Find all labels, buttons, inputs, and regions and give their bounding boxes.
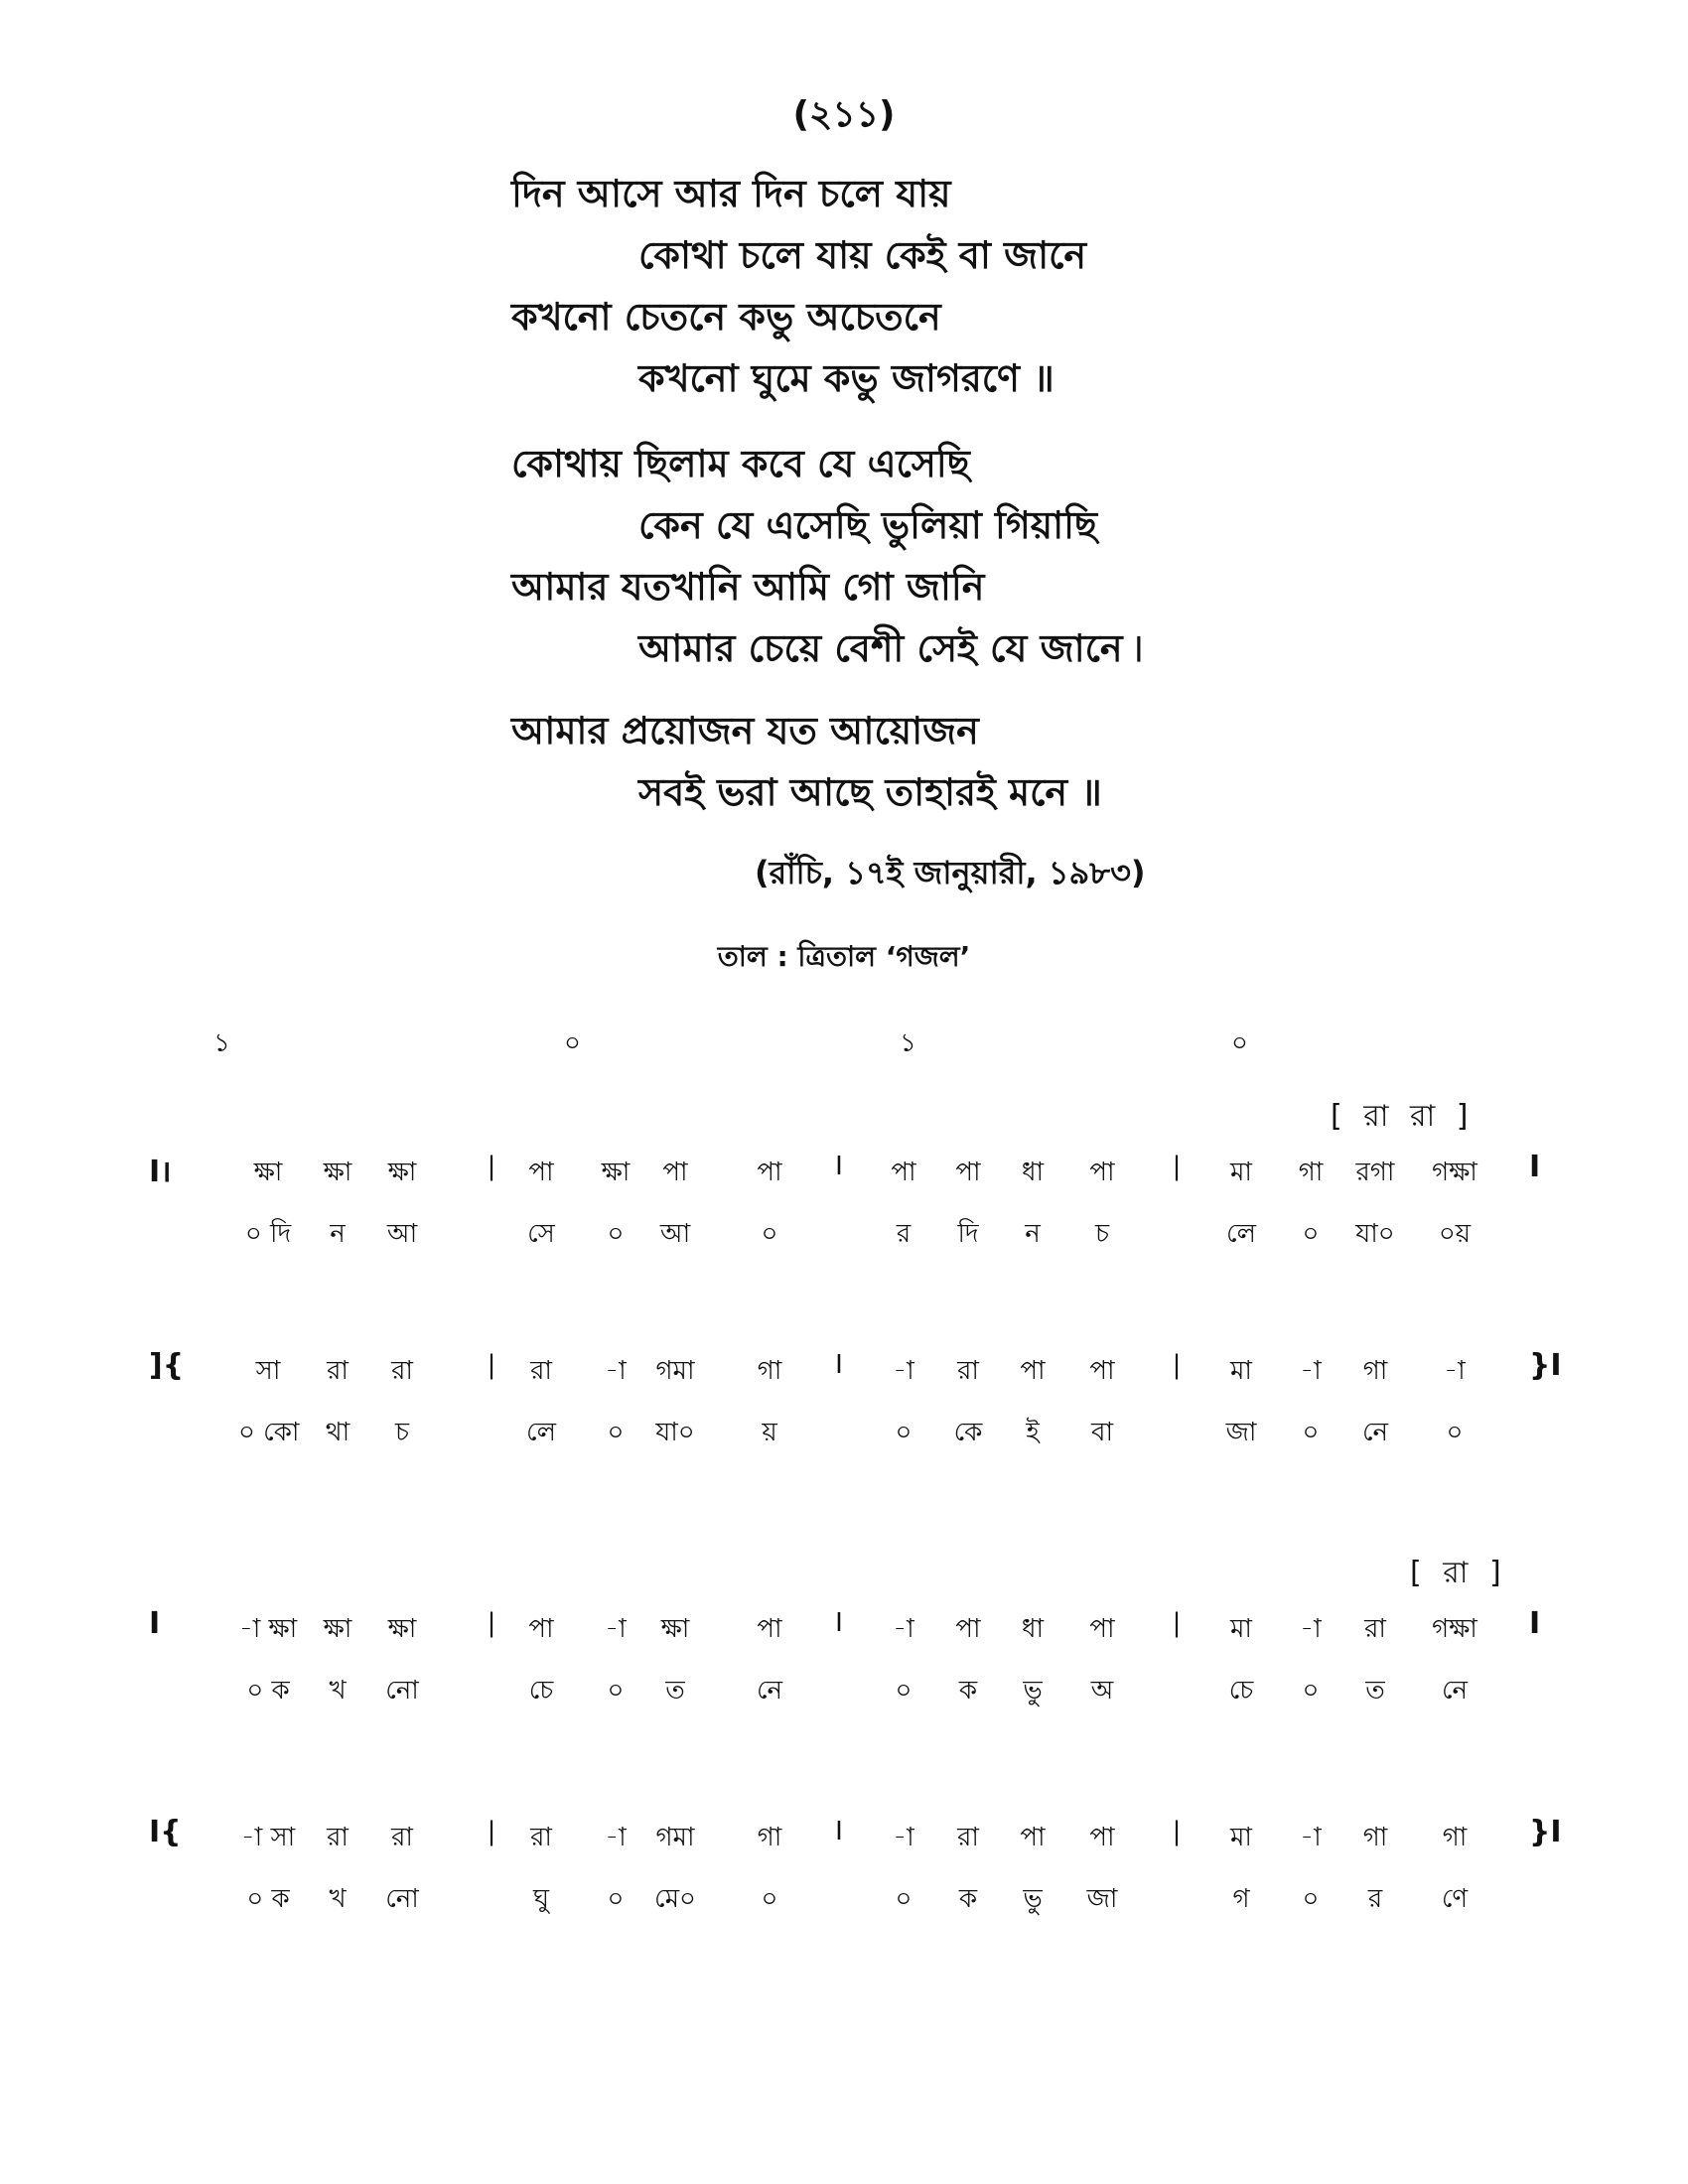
swara-note: ধা	[1021, 1158, 1045, 1187]
swara-note: গা	[1442, 1823, 1468, 1852]
swara-note: গা	[1362, 1356, 1388, 1386]
lyric-syllable: নো	[385, 1676, 419, 1706]
lyric-syllable: নে	[1441, 1676, 1469, 1706]
bracket-note: [ রা ]	[1410, 1556, 1507, 1590]
swara-note: গক্ষা	[1432, 1158, 1477, 1187]
lyric-syllable: খ	[329, 1884, 347, 1914]
swara-note: রা	[957, 1356, 979, 1386]
notation-row	[0, 1152, 1688, 1271]
lyric-syllable: ০	[607, 1884, 625, 1914]
swara-note: ক্ষা	[323, 1614, 352, 1644]
end-barline: I	[1529, 1606, 1541, 1641]
lyric-syllable: র	[896, 1219, 912, 1249]
swara-note: রা	[327, 1356, 349, 1386]
lyric-syllable: ০	[895, 1418, 913, 1447]
lyric-syllable: র	[1367, 1884, 1383, 1914]
swara-note: -া	[1300, 1614, 1322, 1644]
lyric-syllable: গ	[1232, 1884, 1250, 1914]
swara-note: গমা	[655, 1823, 695, 1852]
swara-note: সা	[255, 1356, 281, 1386]
lyric-syllable: ক	[958, 1884, 978, 1914]
swara-note: পা	[757, 1614, 782, 1644]
swara-note: রা	[391, 1356, 413, 1386]
swara-note: পা	[955, 1158, 981, 1187]
stanza-1	[511, 163, 1604, 409]
swara-note: পা	[1020, 1823, 1046, 1852]
swara-note: মা	[1230, 1614, 1252, 1644]
swara-note: গা	[757, 1356, 782, 1386]
stanza-3	[511, 700, 1604, 823]
beat-marker: ০	[564, 1028, 581, 1058]
lyric-syllable: নে	[1361, 1418, 1389, 1447]
lyric-syllable: ০	[761, 1219, 778, 1249]
poem-line: কোথায় ছিলাম কবে যে এসেছি	[511, 442, 970, 485]
lyric-syllable: ই	[1026, 1418, 1040, 1447]
swara-note: মা	[1230, 1158, 1252, 1187]
swara-note: |	[487, 1152, 496, 1181]
swara-note: -া	[1300, 1356, 1322, 1386]
end-barline: }I	[1529, 1348, 1562, 1383]
lyric-syllable: ভু	[1023, 1676, 1043, 1706]
lyric-syllable: চ	[394, 1418, 410, 1447]
lyric-syllable: ন	[330, 1219, 346, 1249]
lyric-syllable: ০	[761, 1884, 778, 1914]
lyric-syllable: চে	[1228, 1676, 1254, 1706]
lyric-syllable: ক	[958, 1676, 978, 1706]
swara-note: ক্ষা	[323, 1158, 352, 1187]
lyric-syllable: অ	[1090, 1676, 1114, 1706]
swara-note: পা	[1089, 1823, 1115, 1852]
swara-note: -া	[605, 1823, 627, 1852]
swara-note: মা	[1230, 1823, 1252, 1852]
swara-note: পা	[1089, 1158, 1115, 1187]
swara-note: |	[1172, 1817, 1182, 1846]
poem-line: কেন যে এসেছি ভুলিয়া গিয়াছি	[638, 503, 1098, 547]
lyric-syllable: থা	[325, 1418, 351, 1447]
swara-note: পা	[891, 1158, 916, 1187]
lyric-syllable: ত	[1365, 1676, 1385, 1706]
swara-note: ক্ষা	[253, 1158, 283, 1187]
lyric-syllable: কে	[953, 1418, 983, 1447]
swara-note: পা	[662, 1158, 688, 1187]
swara-note: রা	[1364, 1614, 1386, 1644]
poem-line: দিন আসে আর দিন চলে যায়	[511, 172, 951, 215]
lyric-syllable: ০	[607, 1418, 625, 1447]
lyric-syllable: ত	[665, 1676, 685, 1706]
lyric-syllable: জা	[1225, 1418, 1257, 1447]
swara-note: ক্ষা	[660, 1614, 690, 1644]
swara-note: ক্ষা	[601, 1158, 631, 1187]
swara-note: |	[487, 1817, 496, 1846]
beat-marker: ১	[213, 1028, 230, 1058]
swara-note: রা	[530, 1356, 552, 1386]
lyric-syllable: মে০	[654, 1884, 696, 1914]
lyric-syllable: লে	[1226, 1219, 1256, 1249]
poem-line: আমার প্রয়োজন যত আয়োজন	[511, 709, 979, 752]
lyric-syllable: চে	[528, 1676, 554, 1706]
swara-note: |	[1172, 1152, 1182, 1181]
swara-note: গমা	[655, 1356, 695, 1386]
bracket-note: [ রা রা ]	[1331, 1099, 1475, 1134]
lyric-syllable: ০ কো	[238, 1418, 300, 1447]
swara-note: I	[835, 1608, 843, 1638]
lyric-syllable: যা০	[655, 1418, 695, 1447]
swara-note: -া সা	[240, 1823, 296, 1852]
notation-row	[0, 1817, 1688, 1936]
swara-note: পা	[955, 1614, 981, 1644]
start-barline: ]{	[149, 1348, 185, 1383]
swara-note: |	[1172, 1350, 1182, 1380]
page-number: (২১১)	[792, 94, 896, 135]
swara-note: রগা	[1355, 1158, 1395, 1187]
swara-note: রা	[391, 1823, 413, 1852]
swara-note: I	[835, 1152, 843, 1181]
poem-line: সবই ভরা আছে তাহারই মনে ॥	[638, 770, 1102, 814]
lyric-syllable: ন	[1025, 1219, 1041, 1249]
swara-note: মা	[1230, 1356, 1252, 1386]
lyric-syllable: ০	[895, 1884, 913, 1914]
lyric-syllable: ০	[1302, 1219, 1320, 1249]
lyric-syllable: ণে	[1441, 1884, 1469, 1914]
lyric-syllable: দি	[957, 1219, 979, 1249]
lyric-syllable: যা০	[1355, 1219, 1395, 1249]
swara-note: -া	[893, 1823, 914, 1852]
start-barline: I	[149, 1606, 161, 1641]
lyric-syllable: আ	[659, 1219, 691, 1249]
swara-note: |	[487, 1350, 496, 1380]
lyric-syllable: ০ দি	[244, 1219, 292, 1249]
start-barline: I{	[149, 1815, 182, 1849]
notation-row	[0, 1608, 1688, 1727]
poem-line: কখনো চেতনে কভু অচেতনে	[511, 295, 941, 339]
lyric-syllable: ০য়	[1438, 1219, 1472, 1249]
swara-note: পা	[1089, 1614, 1115, 1644]
swara-note: রা	[530, 1823, 552, 1852]
lyric-syllable: ০	[607, 1219, 625, 1249]
swara-note: পা	[528, 1614, 554, 1644]
lyric-syllable: চ	[1094, 1219, 1110, 1249]
swara-note: -া ক্ষা	[238, 1614, 298, 1644]
lyric-syllable: লে	[526, 1418, 556, 1447]
swara-note: -া	[605, 1356, 627, 1386]
stanza-2	[511, 433, 1604, 679]
lyric-syllable: য়	[762, 1418, 777, 1447]
lyric-syllable: নে	[756, 1676, 783, 1706]
lyric-syllable: ০	[895, 1676, 913, 1706]
swara-note: গা	[757, 1823, 782, 1852]
tala-label: তাল : ত্রিতাল ‘গজল’	[717, 940, 971, 973]
swara-note: রা	[327, 1823, 349, 1852]
swara-note: পা	[528, 1158, 554, 1187]
lyric-syllable: ০	[1302, 1418, 1320, 1447]
swara-note: -া	[893, 1356, 914, 1386]
lyric-syllable: ০ ক	[246, 1884, 290, 1914]
notation-row	[0, 1350, 1688, 1469]
swara-note: গক্ষা	[1432, 1614, 1477, 1644]
lyric-syllable: ০	[1302, 1676, 1320, 1706]
swara-note: -া	[605, 1614, 627, 1644]
poem-line: আমার যতখানি আমি গো জানি	[511, 565, 985, 609]
poem-line: আমার চেয়ে বেশী সেই যে জানে ৷	[638, 626, 1143, 670]
lyric-syllable: জা	[1086, 1884, 1118, 1914]
beat-markers	[0, 1023, 1688, 1062]
lyric-syllable: ০	[607, 1676, 625, 1706]
lyric-syllable: ০	[1302, 1884, 1320, 1914]
lyric-syllable: ০	[1446, 1418, 1464, 1447]
swara-note: রা	[957, 1823, 979, 1852]
lyric-syllable: ০ ক	[246, 1676, 290, 1706]
swara-note: গা	[1298, 1158, 1324, 1187]
lyric-syllable: সে	[527, 1219, 555, 1249]
poem-line: কখনো ঘুমে কভু জাগরণে ॥	[638, 356, 1055, 400]
lyric-syllable: নো	[385, 1884, 419, 1914]
swara-note: I	[835, 1817, 843, 1846]
lyric-syllable: খ	[329, 1676, 347, 1706]
end-barline: I	[1529, 1150, 1541, 1184]
poem-line: কোথা চলে যায় কেই বা জানে	[638, 233, 1087, 277]
swara-note: ক্ষা	[387, 1158, 417, 1187]
lyric-syllable: আ	[386, 1219, 418, 1249]
swara-note: I	[835, 1350, 843, 1380]
dateline: (রাঁচি, ১৭ই জানুয়ারী, ১৯৮৩)	[755, 854, 1146, 891]
swara-note: -া	[893, 1614, 914, 1644]
lyric-syllable: বা	[1090, 1418, 1113, 1447]
swara-note: |	[1172, 1608, 1182, 1638]
swara-note: গা	[1362, 1823, 1388, 1852]
swara-note: ক্ষা	[387, 1614, 417, 1644]
swara-note: -া	[1444, 1356, 1466, 1386]
beat-marker: ১	[900, 1028, 916, 1058]
swara-note: |	[487, 1608, 496, 1638]
end-barline: }I	[1529, 1815, 1562, 1849]
lyric-syllable: ঘু	[532, 1884, 550, 1914]
swara-note: পা	[757, 1158, 782, 1187]
lyric-syllable: ভু	[1023, 1884, 1043, 1914]
swara-note: পা	[1020, 1356, 1046, 1386]
swara-note: -া	[1300, 1823, 1322, 1852]
start-barline: I।	[149, 1155, 172, 1189]
swara-note: পা	[1089, 1356, 1115, 1386]
swara-note: ধা	[1021, 1614, 1045, 1644]
beat-marker: ০	[1231, 1028, 1248, 1058]
